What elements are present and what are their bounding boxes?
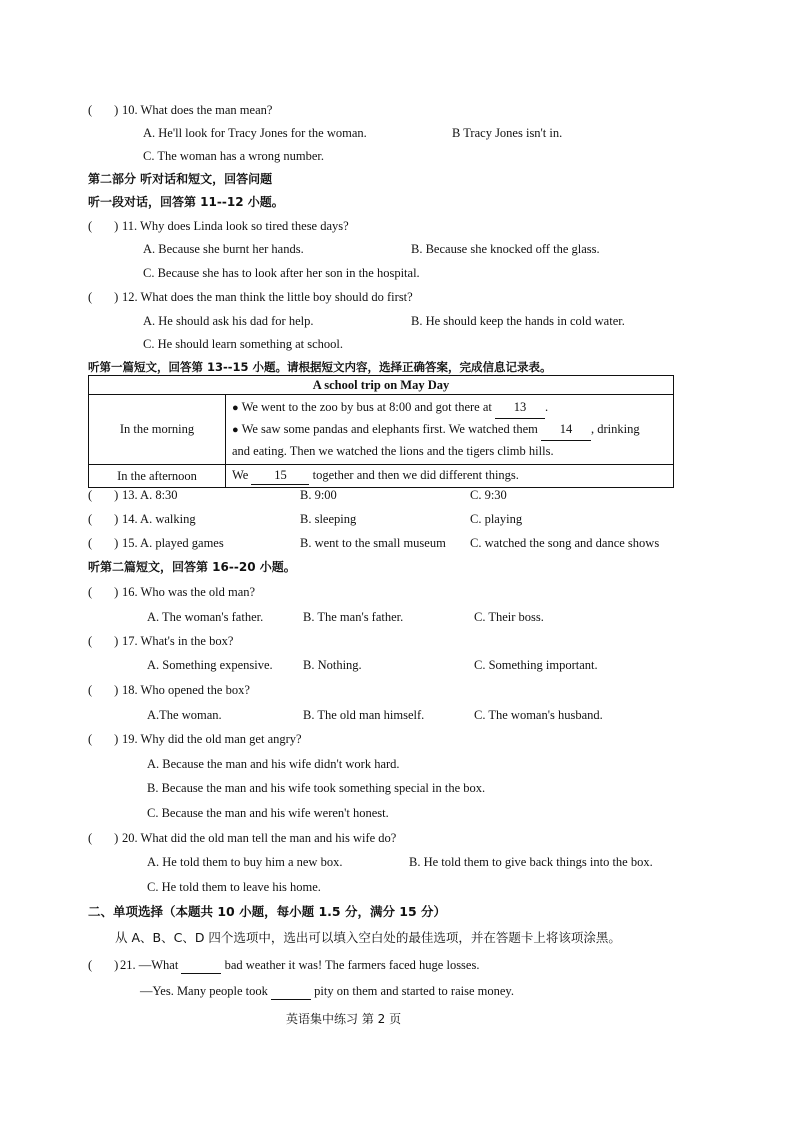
passage2-heading: 听第二篇短文，回答第 16--20 小题。 — [88, 560, 296, 574]
page-footer: 英语集中练习 第 2 页 — [286, 1012, 402, 1026]
q15-option-a: 15. A. played games — [122, 536, 224, 550]
q16-stem: 16. Who was the old man? — [122, 585, 256, 599]
q21-line2-post: pity on them and started to raise money. — [314, 984, 514, 998]
q13-option-b: B. 9:00 — [300, 488, 337, 502]
q21-blank2 — [271, 983, 311, 1000]
q14-option-c: C. playing — [470, 512, 523, 526]
q21-blank1 — [181, 957, 221, 974]
q12-option-c: C. He should learn something at school. — [143, 337, 343, 351]
blank-15: 15 — [251, 467, 309, 485]
q16-paren: ( ) — [88, 585, 119, 599]
q10-option-b: B Tracy Jones isn't in. — [452, 126, 563, 140]
q16-option-c: C. Their boss. — [474, 610, 544, 624]
section2-heading: 二、单项选择（本题共 10 小题，每小题 1.5 分，满分 15 分） — [88, 904, 447, 919]
q21-paren: ( ) — [88, 958, 119, 972]
q20-option-b: B. He told them to give back things into the box. — [409, 855, 653, 869]
table-title: A school trip on May Day — [89, 376, 674, 395]
q20-option-c: C. He told them to leave his home. — [147, 880, 321, 894]
q20-paren: ( ) — [88, 831, 119, 845]
dialog1-heading: 听一段对话，回答第 11--12 小题。 — [88, 195, 284, 209]
morning-line1: We went to the zoo by bus at 8:00 and got there at — [241, 400, 492, 414]
part2-heading: 第二部分 听对话和短文，回答问题 — [88, 172, 273, 186]
q10-stem: 10. What does the man mean? — [122, 103, 273, 117]
q16-option-a: A. The woman's father. — [147, 610, 264, 624]
q14-option-b: B. sleeping — [300, 512, 357, 526]
q11-option-a: A. Because she burnt her hands. — [143, 242, 304, 256]
bullet-icon: ● — [232, 402, 239, 414]
q21-line2-pre: —Yes. Many people took — [140, 984, 268, 998]
blank-14: 14 — [541, 419, 591, 441]
q17-option-a: A. Something expensive. — [147, 658, 273, 672]
q20-stem: 20. What did the old man tell the man and his wife do? — [122, 831, 397, 845]
section2-instructions: 从 A、B、C、D 四个选项中，选出可以填入空白处的最佳选项，并在答题卡上将该项涂黑。 — [115, 930, 621, 945]
q12-paren: ( ) — [88, 290, 119, 304]
q17-stem: 17. What's in the box? — [122, 634, 234, 648]
q17-option-b: B. Nothing. — [303, 658, 362, 672]
morning-label: In the morning — [89, 395, 226, 465]
afternoon-pre: We — [232, 468, 249, 482]
afternoon-cell — [226, 465, 674, 488]
q11-paren: ( ) — [88, 219, 119, 233]
morning-line2: We saw some pandas and elephants first. We watched them — [241, 422, 538, 436]
q21-line2 — [140, 983, 514, 1000]
q14-paren: ( ) — [88, 512, 119, 526]
q15-option-c: C. watched the song and dance shows — [470, 536, 660, 550]
q15-option-b: B. went to the small museum — [300, 536, 446, 550]
passage1-heading: 听第一篇短文，回答第 13--15 小题。请根据短文内容，选择正确答案，完成信息记录表。 — [88, 360, 552, 374]
q21-line1 — [120, 957, 479, 974]
q17-option-c: C. Something important. — [474, 658, 598, 672]
afternoon-post: together and then we did different things. — [312, 468, 519, 482]
q12-stem: 12. What does the man think the little boy should do first? — [122, 290, 413, 304]
q18-paren: ( ) — [88, 683, 119, 697]
q18-option-a: A.The woman. — [147, 708, 222, 722]
q16-option-b: B. The man's father. — [303, 610, 404, 624]
q21-line1-pre: 21. —What — [120, 958, 179, 972]
q18-option-b: B. The old man himself. — [303, 708, 425, 722]
q12-option-a: A. He should ask his dad for help. — [143, 314, 314, 328]
q11-option-c: C. Because she has to look after her son in the hospital. — [143, 266, 420, 280]
q15-paren: ( ) — [88, 536, 119, 550]
q21-line1-post: bad weather it was! The farmers faced huge losses. — [224, 958, 480, 972]
morning-line2-end: , drinking — [590, 422, 640, 436]
bullet-icon: ● — [232, 424, 239, 436]
q14-option-a: 14. A. walking — [122, 512, 196, 526]
morning-cell — [226, 395, 674, 465]
period: . — [545, 400, 549, 414]
q19-option-b: B. Because the man and his wife took something special in the box. — [147, 781, 486, 795]
q13-option-a: 13. A. 8:30 — [122, 488, 178, 502]
q11-option-b: B. Because she knocked off the glass. — [411, 242, 600, 256]
q18-stem: 18. Who opened the box? — [122, 683, 250, 697]
q18-option-c: C. The woman's husband. — [474, 708, 603, 722]
record-table — [88, 375, 674, 488]
q19-paren: ( ) — [88, 732, 119, 746]
afternoon-label: In the afternoon — [89, 465, 226, 488]
blank-13: 13 — [495, 397, 545, 419]
q19-option-c: C. Because the man and his wife weren't honest. — [147, 806, 389, 820]
q10-paren: ( ) — [88, 103, 119, 117]
q11-stem: 11. Why does Linda look so tired these days? — [122, 219, 349, 233]
q12-option-b: B. He should keep the hands in cold water. — [411, 314, 625, 328]
morning-line3: and eating. Then we watched the lions and the tigers climb hills. — [232, 444, 554, 458]
q10-option-a: A. He'll look for Tracy Jones for the woman. — [143, 126, 367, 140]
q13-option-c: C. 9:30 — [470, 488, 507, 502]
q13-paren: ( ) — [88, 488, 119, 502]
q19-option-a: A. Because the man and his wife didn't work hard. — [147, 757, 400, 771]
q10-option-c: C. The woman has a wrong number. — [143, 149, 324, 163]
q20-option-a: A. He told them to buy him a new box. — [147, 855, 343, 869]
q17-paren: ( ) — [88, 634, 119, 648]
q19-stem: 19. Why did the old man get angry? — [122, 732, 302, 746]
